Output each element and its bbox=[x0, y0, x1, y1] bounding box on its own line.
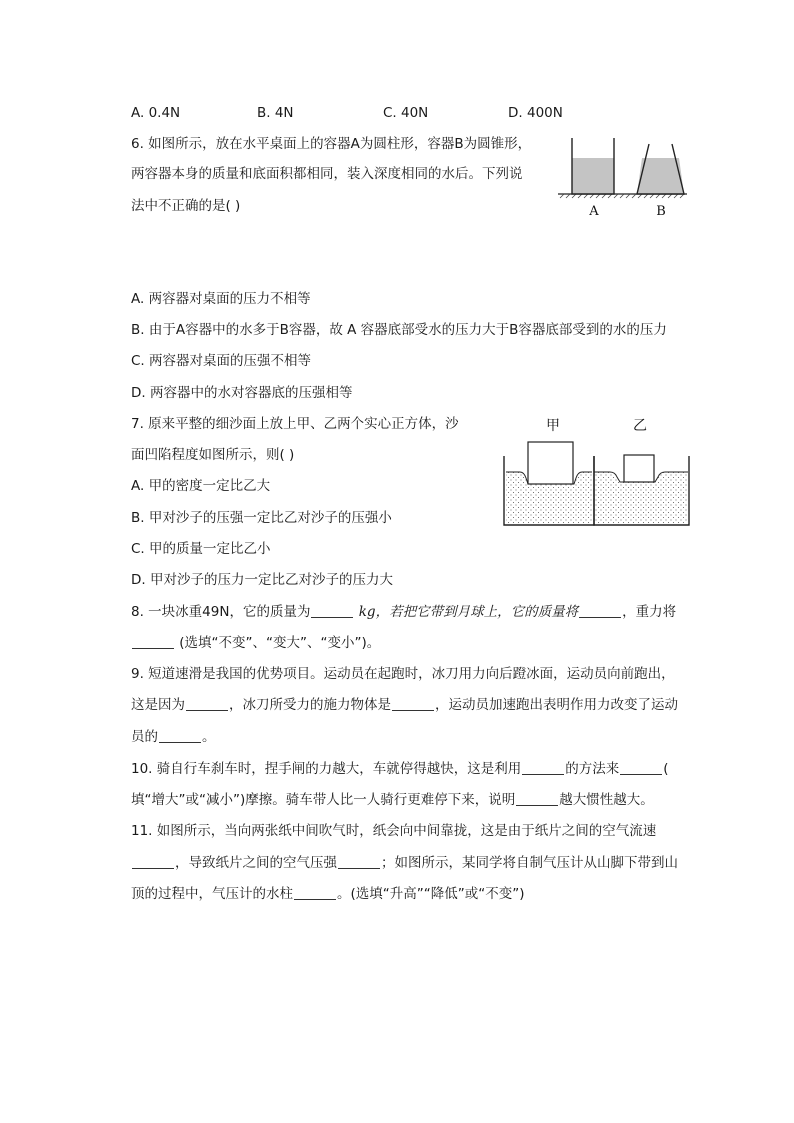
q9-line2 bbox=[131, 695, 678, 715]
q7-option-d: D. 甲对沙子的压力一定比乙对沙子的压力大 bbox=[131, 572, 393, 588]
q8-text-3: ，重力将 bbox=[622, 604, 677, 620]
q11-blank-3 bbox=[294, 885, 336, 900]
q10-blank-2 bbox=[620, 760, 662, 775]
q10-blank-1 bbox=[522, 760, 564, 775]
container-b bbox=[637, 144, 684, 194]
q10-text-5: 越大惯性越大。 bbox=[559, 792, 654, 808]
q6-stem-line2: 两容器本身的质量和底面积都相同，装入深度相同的水后。下列说 bbox=[131, 166, 523, 182]
q10-text-1: 10. 骑自行车刹车时，捏手闸的力越大，车就停得越快，这是利用 bbox=[131, 761, 522, 777]
q11-text-4: 顶的过程中，气压计的水柱 bbox=[131, 886, 293, 902]
q8-text-4: (选填“不变”、“变大”、“变小”)。 bbox=[175, 635, 381, 651]
label-b: B bbox=[656, 204, 666, 219]
q8-blank-gravity bbox=[132, 634, 174, 649]
q9-line1: 9. 短道速滑是我国的优势项目。运动员在起跑时，冰刀用力向后蹬冰面，运动员向前跑出， bbox=[131, 666, 675, 682]
label-jia: 甲 bbox=[546, 418, 560, 434]
q11-blank-1 bbox=[132, 854, 174, 869]
q9-blank-2 bbox=[392, 696, 434, 711]
q11-text-3: ；如图所示，某同学将自制气压计从山脚下带到山 bbox=[381, 855, 678, 871]
q8-text-1: 8. 一块冰重49N，它的质量为 bbox=[131, 604, 311, 620]
q9-blank-1 bbox=[186, 696, 228, 711]
q7-stem-line1: 7. 原来平整的细沙面上放上甲、乙两个实心正方体，沙 bbox=[131, 416, 459, 432]
q7-option-a: A. 甲的密度一定比乙大 bbox=[131, 478, 271, 494]
q11-line2 bbox=[131, 853, 678, 873]
q9-blank-3 bbox=[159, 728, 201, 743]
q8-text-2: kg，若把它带到月球上，它的质量将 bbox=[354, 604, 579, 620]
q10-text-4: 填“增大”或“减小”)摩擦。骑车带人比一人骑行更难停下来，说明 bbox=[131, 792, 516, 808]
q6-containers-figure bbox=[555, 136, 690, 220]
q9-text-6: 。 bbox=[202, 729, 216, 745]
q6-option-a: A. 两容器对桌面的压力不相等 bbox=[131, 291, 311, 307]
q6-option-c: C. 两容器对桌面的压强不相等 bbox=[131, 353, 312, 369]
q8-blank-moon-mass bbox=[579, 603, 621, 618]
q8-line2 bbox=[131, 633, 380, 653]
q9-line3 bbox=[131, 727, 216, 747]
q10-line2 bbox=[131, 790, 654, 810]
label-a: A bbox=[589, 204, 599, 219]
q6-option-b: B. 由于A容器中的水多于B容器，故 A 容器底部受水的压力大于B容器底部受到的水的压力 bbox=[131, 322, 667, 338]
q10-line1 bbox=[131, 759, 669, 779]
q7-stem-line2: 面凹陷程度如图所示，则( ) bbox=[131, 447, 295, 463]
container-a bbox=[572, 138, 614, 194]
q11-text-2: ，导致纸片之间的空气压强 bbox=[175, 855, 337, 871]
q8-blank-mass bbox=[311, 603, 353, 618]
q10-text-3: ( bbox=[663, 761, 669, 777]
q7-sand-figure bbox=[500, 414, 692, 528]
q7-option-c: C. 甲的质量一定比乙小 bbox=[131, 541, 271, 557]
q8-line1 bbox=[131, 602, 676, 622]
q7-option-b: B. 甲对沙子的压强一定比乙对沙子的压强小 bbox=[131, 510, 392, 526]
q5-option-b: B. 4N bbox=[257, 105, 294, 121]
q11-line1: 11. 如图所示，当向两张纸中间吹气时，纸会向中间靠拢，这是由于纸片之间的空气流速 bbox=[131, 823, 657, 839]
cube-yi bbox=[624, 455, 654, 482]
q10-text-2: 的方法来 bbox=[565, 761, 620, 777]
q11-text-5: 。(选填“升高”“降低”或“不变”) bbox=[337, 886, 525, 902]
q11-line3 bbox=[131, 884, 525, 904]
cube-jia bbox=[528, 442, 573, 484]
q5-option-d: D. 400N bbox=[508, 105, 563, 121]
q11-blank-2 bbox=[338, 854, 380, 869]
label-yi: 乙 bbox=[633, 418, 647, 434]
q5-option-a: A. 0.4N bbox=[131, 105, 181, 121]
q9-text-2: 这是因为 bbox=[131, 697, 185, 713]
q6-stem-line1: 6. 如图所示，放在水平桌面上的容器A为圆柱形，容器B为圆锥形， bbox=[131, 136, 532, 152]
q10-blank-3 bbox=[516, 791, 558, 806]
q5-option-c: C. 40N bbox=[383, 105, 429, 121]
q9-text-5: 员的 bbox=[131, 729, 158, 745]
q9-text-4: ，运动员加速跑出表明作用力改变了运动 bbox=[435, 697, 678, 713]
q6-option-d: D. 两容器中的水对容器底的压强相等 bbox=[131, 385, 353, 401]
q6-stem-line3: 法中不正确的是( ) bbox=[131, 198, 241, 214]
q9-text-3: ，冰刀所受力的施力物体是 bbox=[229, 697, 391, 713]
